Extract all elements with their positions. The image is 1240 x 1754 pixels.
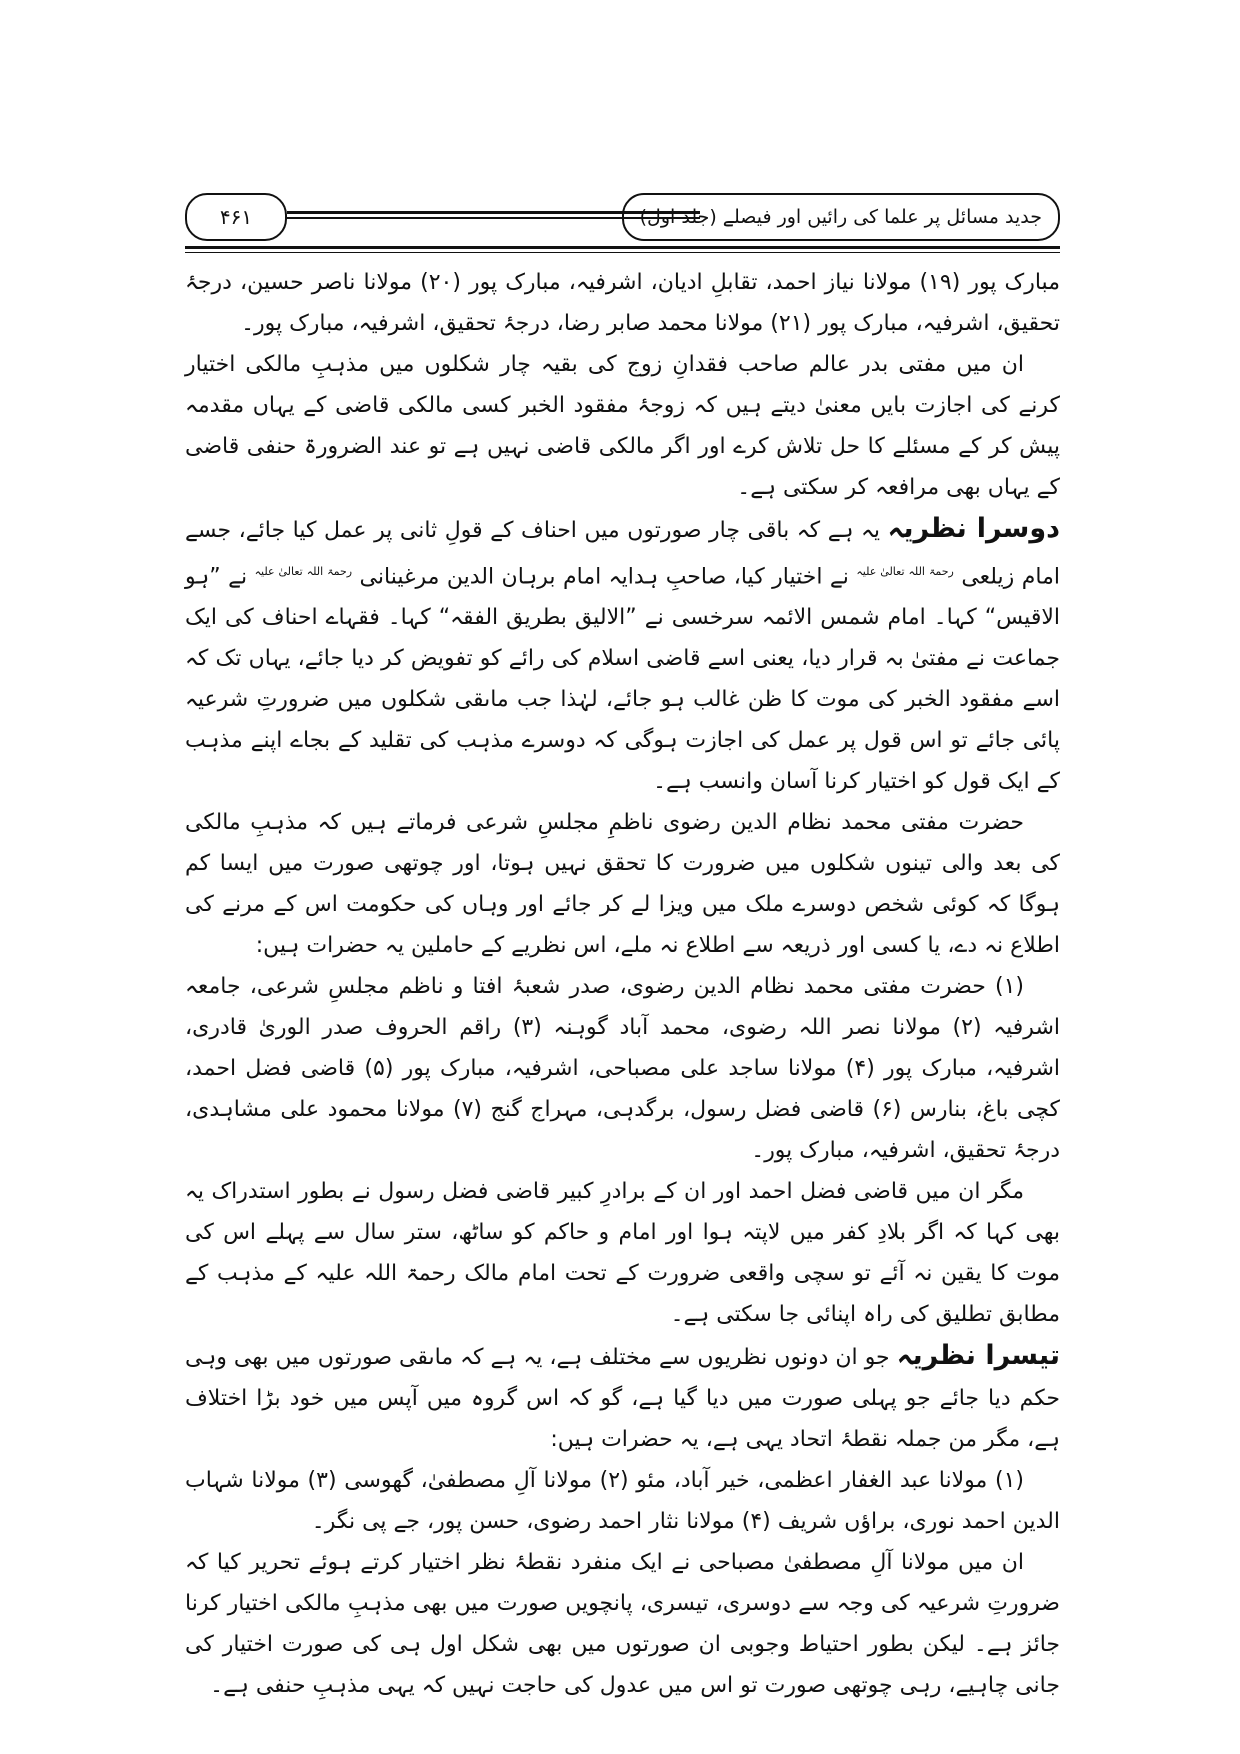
section-heading: تیسرا نظریہ <box>896 1340 1060 1372</box>
page-number: ۴۶۱ <box>185 193 287 241</box>
book-title: جدید مسائل پر علما کی رائیں اور فیصلے (جلد اول) <box>622 193 1060 241</box>
page-body <box>185 262 1060 1706</box>
paragraph-text: جو ان دونوں نظریوں سے مختلف ہے، یہ ہے کہ ماںقی صورتوں میں بھی وہی حکم دیا جائے جو پہلی صورت میں دیا گیا ہے، گو کہ اس گروہ میں آپس میں خود بڑا اختلاف ہے، مگر من جملہ نقطۂ اتحاد یہی ہے، یہ حضرات ہیں: <box>185 1345 1060 1453</box>
paragraph-text: نے ”ہو الاقیس“ کہا۔ امام شمس الائمہ سرخسی نے ”الالیق بطریق الفقہ“ کہا۔ فقہاے احناف کی ایک جماعت نے مفتیٰ بہ قرار دیا، یعنی اسے قاضی اسلام کی رائے کو تفویض کر دیا جائے، یہاں تک کہ اسے مفقود الخبر کی موت کا ظن غالب ہو جائے، لہٰذا جب ماںقی شکلوں میں ضرورتِ شرعیہ پائی جائے تو اس قول پر عمل کی اجازت ہوگی کہ دوسرے مذہب کی تقلید کے بجاے اپنے مذہب کے ایک قول کو اختیار کرنا آسان وانسب ہے۔ <box>185 564 1060 795</box>
honorific-ligature: رحمۃ اللہ تعالیٰ علیہ <box>254 565 353 578</box>
header-divider <box>185 246 1060 253</box>
paragraph-list-continuation: مبارک پور (۱۹) مولانا نیاز احمد، تقابلِ ادیان، اشرفیہ، مبارک پور (۲۰) مولانا ناصر حسین، درجۂ تحقیق، اشرفیہ، مبارک پور (۲۱) مولانا محمد صابر رضا، درجۂ تحقیق، اشرفیہ، مبارک پور۔ <box>185 270 1060 336</box>
paragraph-text: یہ ہے کہ باقی چار صورتوں میں احناف کے قولِ ثانی پر عمل کیا جائے، جسے امام زیلعی <box>185 518 1060 590</box>
paragraph-third-view <box>185 1335 1060 1460</box>
scholar-list: (۱) حضرت مفتی محمد نظام الدین رضوی، صدر شعبۂ افتا و ناظم مجلسِ شرعی، جامعہ اشرفیہ (۲) مولانا نصر اللہ رضوی، محمد آباد گوہنہ (۳) راقم الحروف صدر الوریٰ قادری، اشرفیہ، مبارک پور (۴) مولانا ساجد علی مصباحی، اشرفیہ، مبارک پور (۵) قاضی فضل احمد، کچی باغ، بنارس (۶) قاضی فضل رسول، برگدہی، مہراج گنج (۷) مولانا محمود علی مشاہدی، درجۂ تحقیق، اشرفیہ، مبارک پور۔ <box>185 974 1060 1164</box>
paragraph-text: نے اختیار کیا، صاحبِ ہدایہ امام برہان الدین مرغینانی <box>352 564 857 590</box>
paragraph: مگر ان میں قاضی فضل احمد اور ان کے برادرِ کبیر قاضی فضل رسول نے بطور استدراک یہ بھی کہا کہ اگر بلادِ کفر میں لاپتہ ہوا اور امام و حاکم کو ساٹھ، ستر سال سے پہلے اس کی موت کا یقین نہ آئے تو سچی واقعی ضرورت کے تحت امام مالک رحمۃ اللہ علیہ کے مذہب کے مطابق تطلیق کی راہ اپنائی جا سکتی ہے۔ <box>185 1179 1060 1328</box>
paragraph-second-view <box>185 508 1060 802</box>
paragraph: ان میں مفتی بدر عالم صاحب فقدانِ زوج کی بقیہ چار شکلوں میں مذہبِ مالکی اختیار کرنے کی اجازت بایں معنیٰ دیتے ہیں کہ زوجۂ مفقود الخبر کسی مالکی قاضی کے یہاں مقدمہ پیش کر کے مسئلے کا حل تلاش کرے اور اگر مالکی قاضی نہیں ہے تو عند الضرورۃ حنفی قاضی کے یہاں بھی مرافعہ کر سکتی ہے۔ <box>185 352 1060 500</box>
paragraph: ان میں مولانا آلِ مصطفیٰ مصباحی نے ایک منفرد نقطۂ نظر اختیار کرتے ہوئے تحریر کیا کہ ضرورتِ شرعیہ کی وجہ سے دوسری، تیسری، پانچویں صورت میں بھی مذہبِ مالکی اختیار کرنا جائز ہے۔ لیکن بطور احتیاط وجوبی ان صورتوں میں بھی شکل اول ہی کی صورت اختیار کی جانی چاہیے، رہی چوتھی صورت تو اس میں عدول کی حاجت نہیں کہ یہی مذہبِ حنفی ہے۔ <box>185 1550 1060 1699</box>
paragraph: حضرت مفتی محمد نظام الدین رضوی ناظمِ مجلسِ شرعی فرماتے ہیں کہ مذہبِ مالکی کی بعد والی تینوں شکلوں میں ضرورت کا تحقق نہیں ہوتا، اور چوتھی صورت میں ایسا کم ہوگا کہ کوئی شخص دوسرے ملک میں ویزا لے کر جائے اور وہاں کی حکومت اس کے مرنے کی اطلاع نہ دے، یا کسی اور ذریعہ سے اطلاع نہ ملے، اس نظریے کے حاملین یہ حضرات ہیں: <box>185 810 1060 959</box>
running-header <box>185 193 1060 239</box>
section-heading: دوسرا نظریہ <box>887 513 1060 544</box>
scholar-list: (۱) مولانا عبد الغفار اعظمی، خیر آباد، مئو (۲) مولانا آلِ مصطفیٰ، گھوسی (۳) مولانا شہاب الدین احمد نوری، براؤں شریف (۴) مولانا نثار احمد رضوی، حسن پور، جے پی نگر۔ <box>185 1468 1060 1535</box>
honorific-ligature: رحمۃ اللہ تعالیٰ علیہ <box>856 565 954 578</box>
